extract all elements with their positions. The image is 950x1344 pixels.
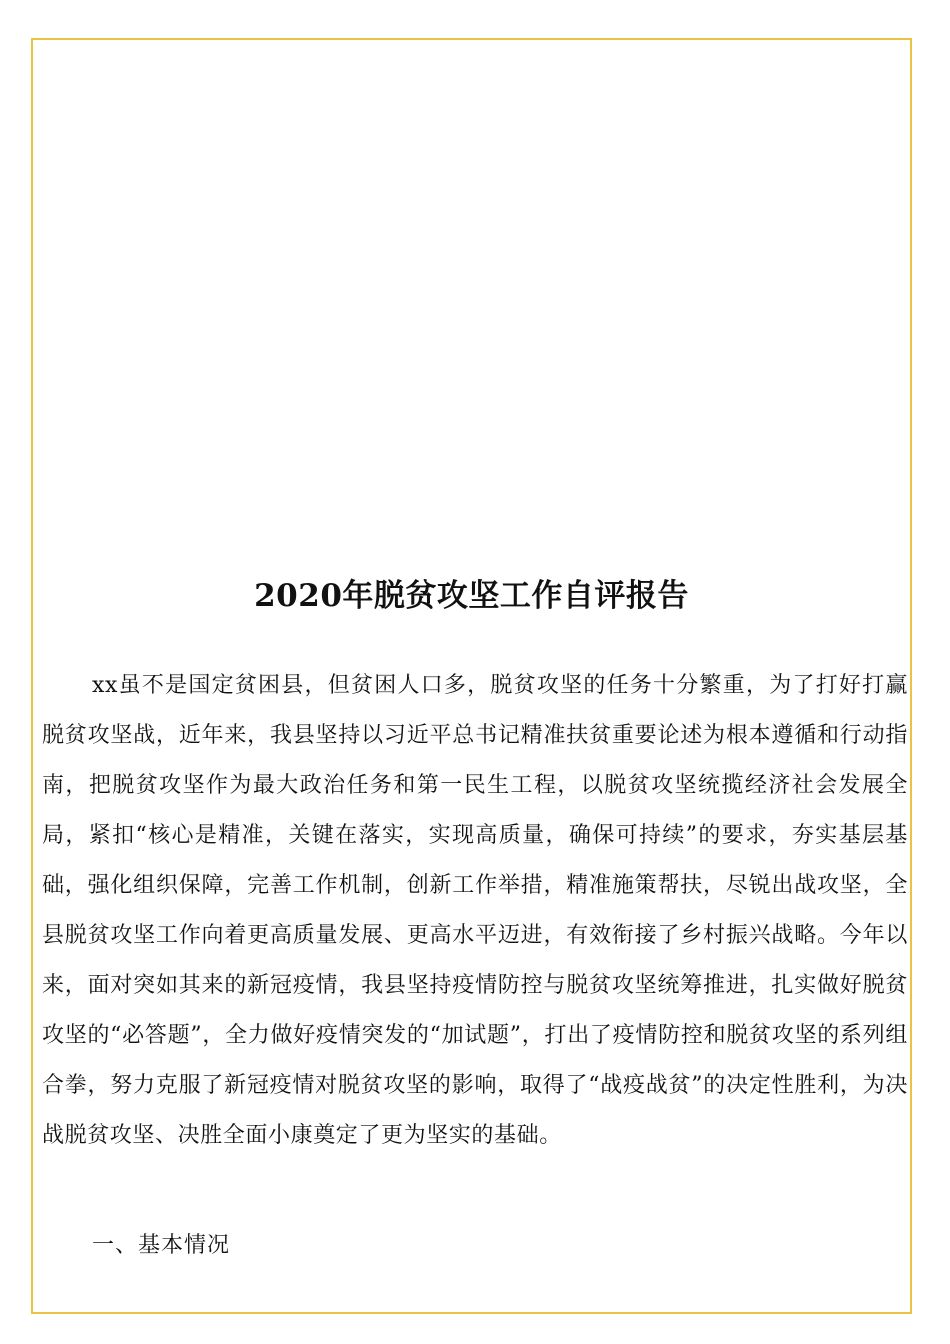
intro-paragraph: xx虽不是国定贫困县，但贫困人口多，脱贫攻坚的任务十分繁重，为了打好打赢脱贫攻坚战，近年来，我县坚持以习近平总书记精准扶贫重要论述为根本遵循和行动指南，把脱贫攻坚作为最大政治任务和第一民生工程，以脱贫攻坚统揽经济社会发展全局，紧扣“核心是精准，关键在落实，实现高质量，确保可持续”的要求，夯实基层基础，强化组织保障，完善工作机制，创新工作举措，精准施策帮扶，尽锐出战攻坚，全县脱贫攻坚工作向着更高质量发展、更高水平迈进，有效衔接了乡村振兴战略。今年以来，面对突如其来的新冠疫情，我县坚持疫情防控与脱贫攻坚统筹推进，扎实做好脱贫攻坚的“必答题”，全力做好疫情突发的“加试题”，打出了疫情防控和脱贫攻坚的系列组合拳，努力克服了新冠疫情对脱贫攻坚的影响，取得了“战疫战贫”的决定性胜利，为决战脱贫攻坚、决胜全面小康奠定了更为坚实的基础。 bbox=[42, 673, 908, 1148]
document-title: 2020年脱贫攻坚工作自评报告 bbox=[254, 578, 689, 614]
section-heading: 一、基本情况 bbox=[92, 1233, 231, 1258]
